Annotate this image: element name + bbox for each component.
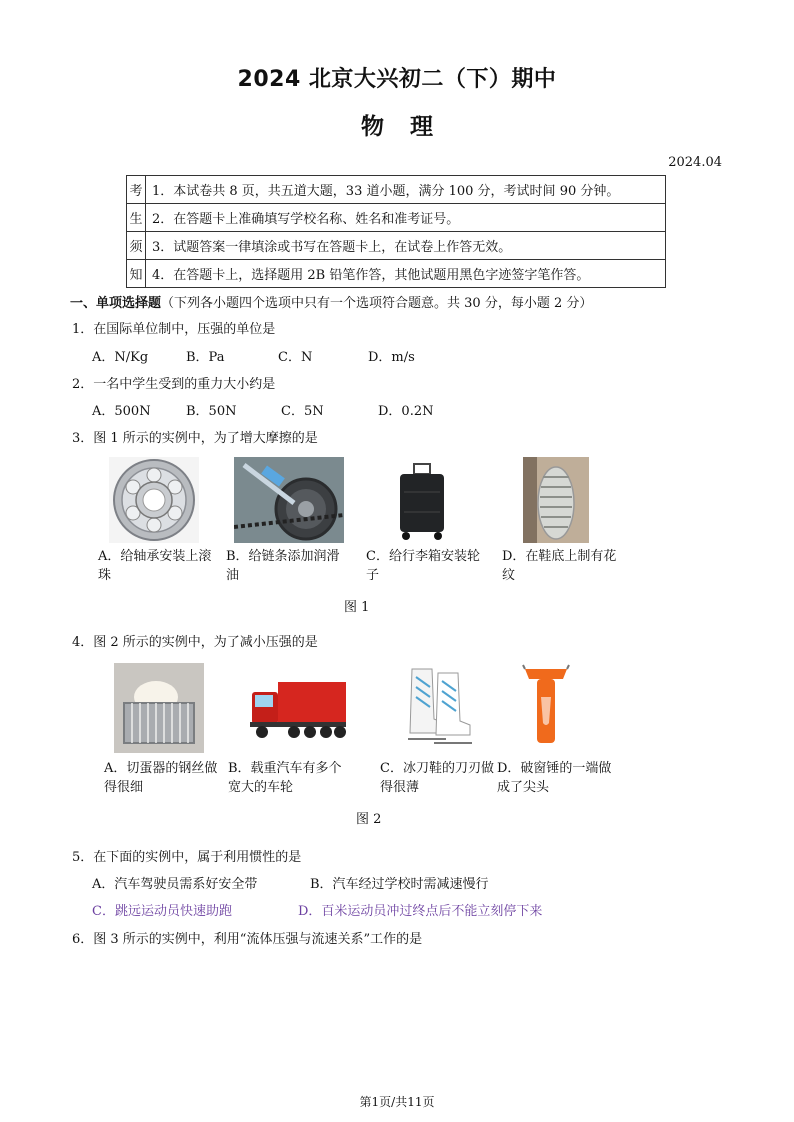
question-1-stem: 1．在国际单位制中，压强的单位是 [72, 322, 276, 337]
q5-option-b[interactable]: B．汽车经过学校时需减速慢行 [310, 877, 489, 892]
q1-option-d[interactable]: D．m/s [368, 350, 415, 365]
q4-option-c[interactable]: C．冰刀鞋的刀刃做得很薄 [380, 761, 494, 795]
figure-1-caption: 图 1 [344, 600, 370, 615]
q5-option-d[interactable]: D．百米运动员冲过终点后不能立刻停下来 [298, 904, 543, 919]
chain-oiling-image [234, 457, 344, 543]
q4-option-b[interactable]: B．载重汽车有多个宽大的车轮 [228, 761, 342, 795]
q2-option-a[interactable]: A．500N [92, 404, 151, 419]
notice-row: 4．在答题卡上，选择题用 2B 铅笔作答，其他试题用黑色字迹签字笔作答。 [146, 260, 666, 288]
figure-2-caption: 图 2 [356, 812, 382, 827]
safety-hammer-image [521, 663, 571, 753]
exam-date: 2024.04 [668, 155, 722, 170]
notice-side-char: 生 [127, 204, 146, 232]
q2-option-b[interactable]: B．50N [186, 404, 237, 419]
q4-option-a[interactable]: A．切蛋器的钢丝做得很细 [104, 761, 218, 795]
q3-option-b[interactable]: B．给链条添加润滑油 [226, 549, 340, 583]
subject-title: 物理 [361, 114, 459, 140]
q1-option-b[interactable]: B．Pa [186, 350, 225, 365]
question-5-stem: 5．在下面的实例中，属于利用惯性的是 [72, 850, 302, 865]
notice-side-char: 考 [127, 176, 146, 204]
exam-notice-table [126, 175, 666, 288]
egg-slicer-image [114, 663, 204, 753]
q3-option-c[interactable]: C．给行李箱安装轮子 [366, 549, 480, 583]
notice-row: 2．在答题卡上准确填写学校名称、姓名和准考证号。 [146, 204, 666, 232]
q1-option-a[interactable]: A．N/Kg [92, 350, 149, 365]
suitcase-image [392, 462, 452, 542]
q2-option-c[interactable]: C．5N [281, 404, 324, 419]
notice-side-char: 须 [127, 232, 146, 260]
notice-row: 1．本试卷共 8 页，共五道大题，33 道小题，满分 100 分，考试时间 90 分钟。 [146, 176, 666, 204]
notice-row: 3．试题答案一律填涂或书写在答题卡上，在试卷上作答无效。 [146, 232, 666, 260]
section-heading [70, 292, 592, 311]
truck-image [248, 678, 348, 743]
page-footer: 第1页/共11页 [359, 1095, 435, 1109]
question-3-stem: 3．图 1 所示的实例中，为了增大摩擦的是 [72, 431, 318, 446]
ball-bearing-image [109, 457, 199, 543]
q5-option-c[interactable]: C．跳远运动员快速助跑 [92, 904, 232, 919]
q5-option-a[interactable]: A．汽车驾驶员需系好安全带 [92, 877, 258, 892]
q2-option-d[interactable]: D．0.2N [378, 404, 434, 419]
question-6-stem: 6．图 3 所示的实例中，利用“流体压强与流速关系”工作的是 [72, 932, 423, 947]
question-2-stem: 2．一名中学生受到的重力大小约是 [72, 377, 276, 392]
question-4-stem: 4．图 2 所示的实例中，为了减小压强的是 [72, 635, 318, 650]
shoe-sole-image [523, 457, 589, 543]
q1-option-c[interactable]: C．N [278, 350, 313, 365]
q4-option-d[interactable]: D．破窗锤的一端做成了尖头 [497, 761, 612, 795]
section-description: （下列各小题四个选项中只有一个选项符合题意。共 30 分，每小题 2 分） [161, 296, 593, 311]
notice-side-char: 知 [127, 260, 146, 288]
q3-option-a[interactable]: A．给轴承安装上滚珠 [98, 549, 212, 583]
ice-skates-image [402, 663, 474, 749]
section-title: 一、单项选择题 [70, 296, 162, 311]
page-title: 2024 北京大兴初二（下）期中 [237, 67, 557, 92]
q3-option-d[interactable]: D．在鞋底上制有花纹 [502, 549, 617, 583]
